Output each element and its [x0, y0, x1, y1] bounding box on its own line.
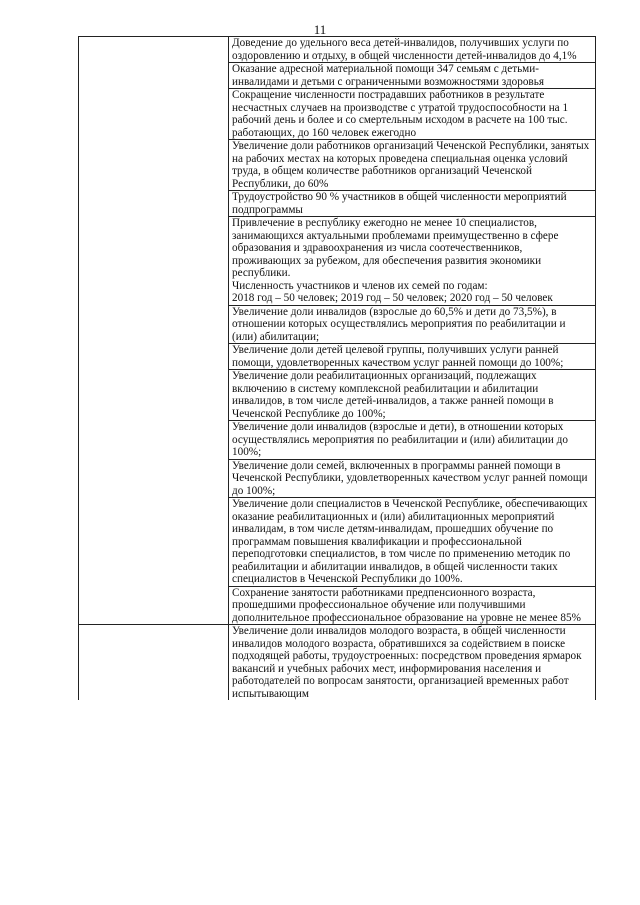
table-cell: Трудоустройство 90 % участников в общей численности мероприятий подпрограммы: [229, 191, 596, 217]
table-row: [79, 37, 596, 63]
empty-left-cell: [79, 625, 229, 701]
table-cell: Увеличение доли инвалидов (взрослые и дети), в отношении которых осуществлялись мероприятия по реабилитации и (или) абилитации до 100%;: [229, 421, 596, 460]
indicators-table: [78, 36, 596, 700]
table-row: [79, 625, 596, 701]
table-cell: Увеличение доли инвалидов молодого возраста, в общей численности инвалидов молодого возраста, обратившихся за содействием в поиске подходящей работы, трудоустроенных: посредством проведения ярмарок вакансий и учебных рабочих мест, информирования населения и работодателей по вопросам занятости, организацией временных работ испытывающим: [229, 625, 596, 701]
table-cell: Оказание адресной материальной помощи 347 семьям с детьми-инвалидами и детьми с ограниченными возможностями здоровья: [229, 63, 596, 89]
empty-left-cell: [79, 37, 229, 625]
table-cell: Увеличение доли специалистов в Чеченской Республике, обеспечивающих оказание реабилитационных и (или) абилитационных мероприятий инвалидам, в том числе детям-инвалидам, прошедших обучение по программам повышения квалификации и профессиональной переподготовки специалистов, в том числе по применению методик по реабилитации и абилитации инвалидов, в общей численности таких специалистов в Чеченской Республики до 100%.: [229, 498, 596, 587]
table-cell: Сохранение занятости работниками предпенсионного возраста, прошедшими профессиональное обучение или получившими дополнительное профессиональное образование на уровне не менее 85%: [229, 586, 596, 625]
table-cell: Сокращение численности пострадавших работников в результате несчастных случаев на производстве с утратой трудоспособности на 1 рабочий день и более и со смертельным исходом в расчете на 100 тыс. работающих, до 160 человек ежегодно: [229, 89, 596, 140]
table-cell: Привлечение в республику ежегодно не менее 10 специалистов, занимающихся актуальными проблемами преимущественно в сфере образования и здравоохранения из числа соотечественников, проживающих за рубежом, для обеспечения развития экономики республики. Численность участников и членов их семей по годам: 2018 год – 50 человек; 2019 год – 50 человек; 2020 год – 50 человек: [229, 217, 596, 306]
page-number: 11: [313, 22, 327, 37]
table-cell: Увеличение доли работников организаций Чеченской Республики, занятых на рабочих местах на которых проведена специальная оценка условий труда, в общем количестве работников организаций Чеченской Республики, до 60%: [229, 140, 596, 191]
table-cell: Увеличение доли семей, включенных в программы ранней помощи в Чеченской Республики, удовлетворенных качеством услуг ранней помощи до 100%;: [229, 459, 596, 498]
table-cell: Увеличение доли инвалидов (взрослые до 60,5% и дети до 73,5%), в отношении которых осуществлялись мероприятия по реабилитации и (или) абилитации;: [229, 305, 596, 344]
table-cell: Доведение до удельного веса детей-инвалидов, получивших услуги по оздоровлению и отдыху, в общей численности детей-инвалидов до 4,1%: [229, 37, 596, 63]
table-cell: Увеличение доли детей целевой группы, получивших услуги ранней помощи, удовлетворенных качеством услуг ранней помощи до 100%;: [229, 344, 596, 370]
table-cell: Увеличение доли реабилитационных организаций, подлежащих включению в систему комплексной реабилитации и абилитации инвалидов, в том числе детей-инвалидов, а также ранней помощи в Чеченской Республике до 100%;: [229, 370, 596, 421]
